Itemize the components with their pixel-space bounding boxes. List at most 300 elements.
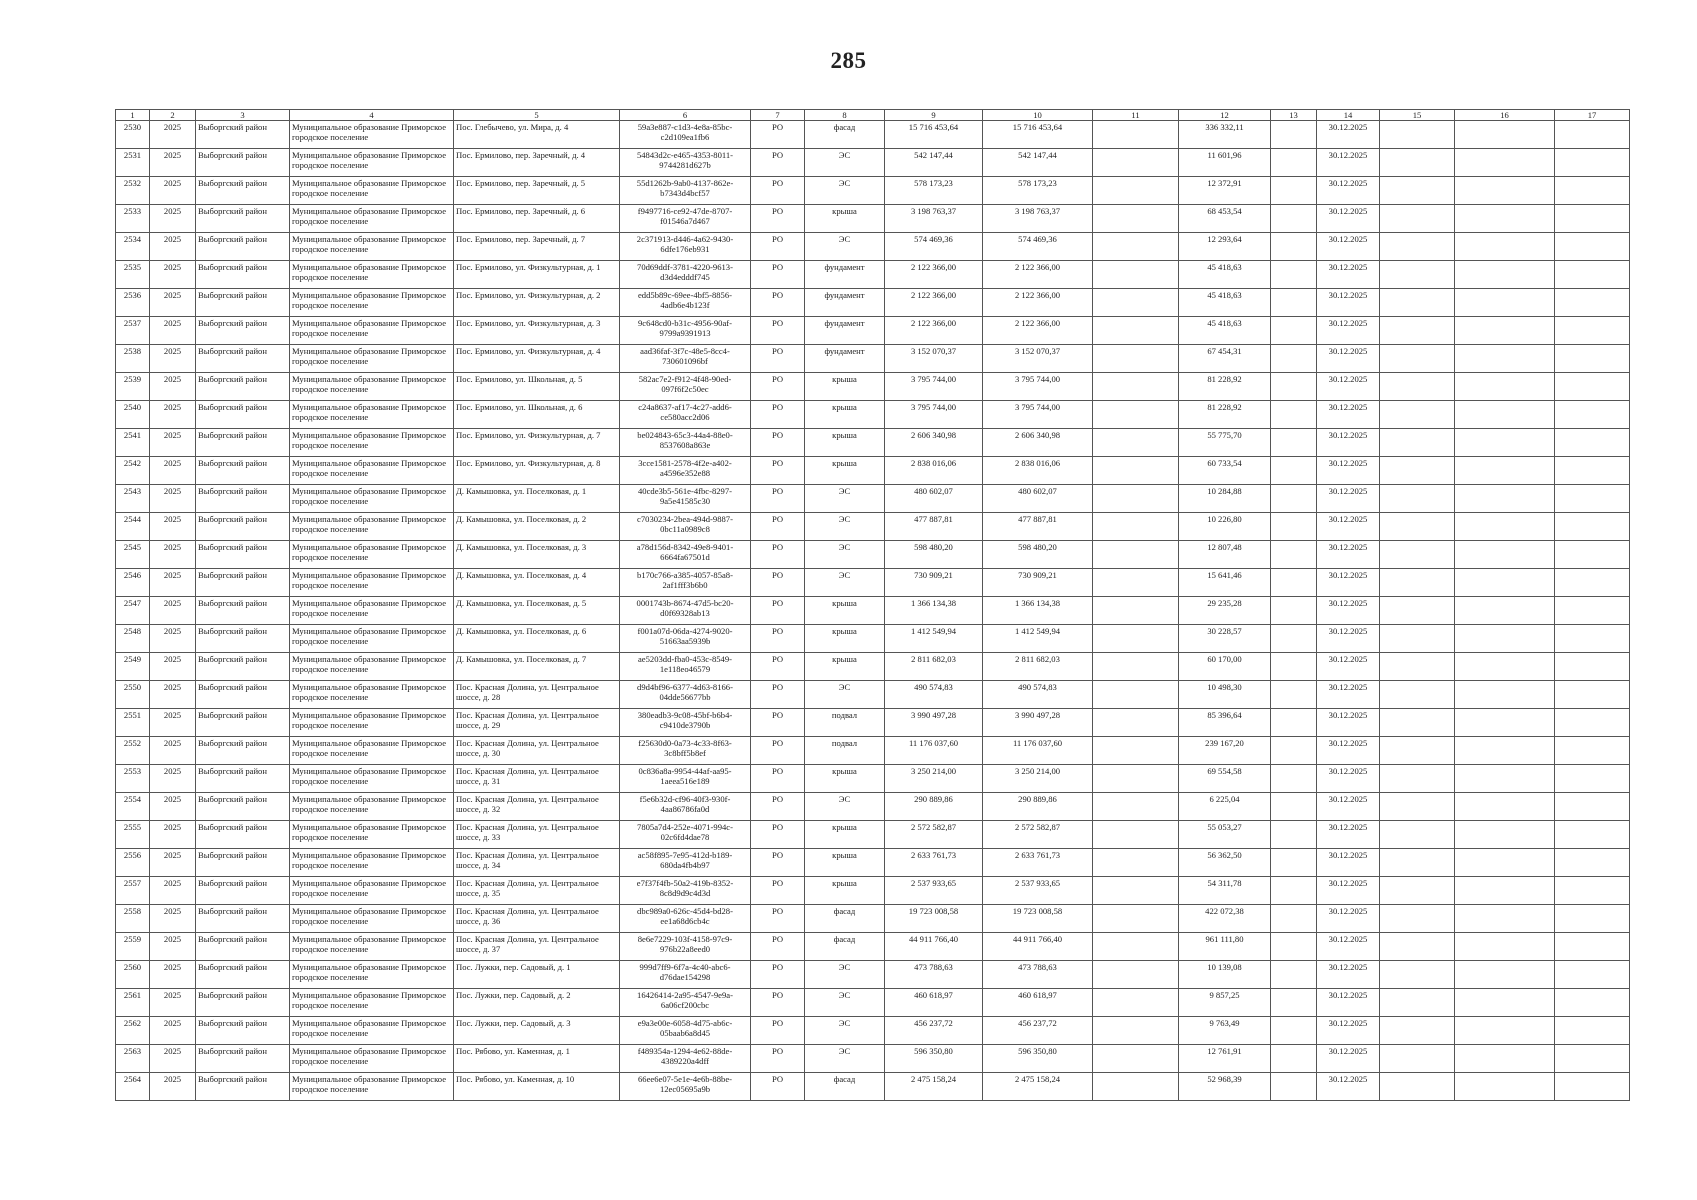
table-row — [116, 205, 1630, 233]
cell-address: Пос. Рябово, ул. Каменная, д. 10 — [454, 1073, 620, 1101]
cell-cost-fund: 3 795 744,00 — [983, 373, 1093, 401]
cell-cost-total: 598 480,20 — [885, 541, 983, 569]
cell-col-11 — [1093, 765, 1179, 793]
cell-col-17 — [1555, 233, 1630, 261]
cell-work-type: ЭС — [805, 961, 885, 989]
cell-guid: a78d156d-8342-49e8-9401-6664fa67501d — [620, 541, 751, 569]
cell-row-number: 2560 — [116, 961, 150, 989]
cell-cost-total: 460 618,97 — [885, 989, 983, 1017]
cell-completion-date: 30.12.2025 — [1317, 597, 1380, 625]
cell-district: Выборгский район — [196, 317, 290, 345]
cell-col-16 — [1455, 625, 1555, 653]
cell-cost-control: 9 857,25 — [1179, 989, 1271, 1017]
cell-cost-control: 12 807,48 — [1179, 541, 1271, 569]
cell-district: Выборгский район — [196, 709, 290, 737]
cell-col-13 — [1271, 121, 1317, 149]
cell-work-type: ЭС — [805, 149, 885, 177]
cell-address: Пос. Ермилово, пер. Заречный, д. 5 — [454, 177, 620, 205]
cell-cost-fund: 2 122 366,00 — [983, 289, 1093, 317]
cell-work-type: ЭС — [805, 793, 885, 821]
cell-col-11 — [1093, 709, 1179, 737]
cell-address: Д. Камышовка, ул. Поселковая, д. 5 — [454, 597, 620, 625]
cell-cost-fund: 473 788,63 — [983, 961, 1093, 989]
cell-cost-fund: 1 412 549,94 — [983, 625, 1093, 653]
cell-guid: 59a3e887-c1d3-4e8a-85bc-c2d109ea1fb6 — [620, 121, 751, 149]
cell-address: Пос. Ермилово, ул. Школьная, д. 6 — [454, 401, 620, 429]
cell-district: Выборгский район — [196, 737, 290, 765]
cell-completion-date: 30.12.2025 — [1317, 457, 1380, 485]
cell-address: Пос. Ермилово, пер. Заречный, д. 7 — [454, 233, 620, 261]
table-row — [116, 233, 1630, 261]
cell-district: Выборгский район — [196, 261, 290, 289]
column-header: 17 — [1555, 110, 1630, 121]
cell-municipality: Муниципальное образование Приморское городское поселение — [290, 177, 454, 205]
cell-guid: 70d69ddf-3781-4220-9613-d3d4edddf745 — [620, 261, 751, 289]
cell-row-number: 2558 — [116, 905, 150, 933]
cell-col-13 — [1271, 1073, 1317, 1101]
cell-col-17 — [1555, 569, 1630, 597]
cell-work-type: фундамент — [805, 317, 885, 345]
cell-col-11 — [1093, 961, 1179, 989]
cell-municipality: Муниципальное образование Приморское городское поселение — [290, 317, 454, 345]
cell-district: Выборгский район — [196, 1045, 290, 1073]
cell-col-13 — [1271, 373, 1317, 401]
cell-row-number: 2547 — [116, 597, 150, 625]
cell-row-number: 2548 — [116, 625, 150, 653]
cell-col-11 — [1093, 149, 1179, 177]
cell-col-16 — [1455, 1045, 1555, 1073]
cell-program: РО — [751, 261, 805, 289]
cell-address: Пос. Глебычево, ул. Мира, д. 4 — [454, 121, 620, 149]
cell-col-11 — [1093, 485, 1179, 513]
cell-work-type: крыша — [805, 429, 885, 457]
cell-address: Пос. Красная Долина, ул. Центральное шоссе, д. 28 — [454, 681, 620, 709]
cell-guid: e9a3e00e-6058-4d75-ab6c-05baab6a8d45 — [620, 1017, 751, 1045]
cell-row-number: 2530 — [116, 121, 150, 149]
cell-guid: 2c371913-d446-4a62-9430-6dfe176eb931 — [620, 233, 751, 261]
cell-col-16 — [1455, 849, 1555, 877]
cell-cost-fund: 490 574,83 — [983, 681, 1093, 709]
cell-cost-fund: 730 909,21 — [983, 569, 1093, 597]
cell-row-number: 2533 — [116, 205, 150, 233]
cell-year: 2025 — [150, 737, 196, 765]
cell-municipality: Муниципальное образование Приморское городское поселение — [290, 541, 454, 569]
cell-col-13 — [1271, 233, 1317, 261]
cell-year: 2025 — [150, 149, 196, 177]
cell-year: 2025 — [150, 597, 196, 625]
cell-col-15 — [1380, 149, 1455, 177]
cell-col-16 — [1455, 177, 1555, 205]
cell-cost-control: 336 332,11 — [1179, 121, 1271, 149]
cell-completion-date: 30.12.2025 — [1317, 289, 1380, 317]
cell-address: Пос. Красная Долина, ул. Центральное шоссе, д. 32 — [454, 793, 620, 821]
cell-col-11 — [1093, 1073, 1179, 1101]
cell-municipality: Муниципальное образование Приморское городское поселение — [290, 149, 454, 177]
cell-program: РО — [751, 457, 805, 485]
cell-municipality: Муниципальное образование Приморское городское поселение — [290, 681, 454, 709]
cell-col-11 — [1093, 373, 1179, 401]
cell-work-type: подвал — [805, 737, 885, 765]
cell-address: Пос. Красная Долина, ул. Центральное шоссе, д. 29 — [454, 709, 620, 737]
cell-row-number: 2540 — [116, 401, 150, 429]
table-row — [116, 289, 1630, 317]
table-row — [116, 905, 1630, 933]
cell-cost-fund: 2 122 366,00 — [983, 317, 1093, 345]
cell-col-17 — [1555, 373, 1630, 401]
cell-col-15 — [1380, 849, 1455, 877]
cell-col-17 — [1555, 429, 1630, 457]
cell-cost-fund: 2 811 682,03 — [983, 653, 1093, 681]
cell-cost-fund: 3 990 497,28 — [983, 709, 1093, 737]
cell-col-15 — [1380, 765, 1455, 793]
cell-cost-fund: 15 716 453,64 — [983, 121, 1093, 149]
column-header: 6 — [620, 110, 751, 121]
cell-col-13 — [1271, 261, 1317, 289]
cell-municipality: Муниципальное образование Приморское городское поселение — [290, 345, 454, 373]
cell-col-16 — [1455, 765, 1555, 793]
cell-col-16 — [1455, 1073, 1555, 1101]
cell-guid: 66ee6e07-5e1e-4e6b-88be-12ec05695a9b — [620, 1073, 751, 1101]
cell-work-type: крыша — [805, 205, 885, 233]
cell-guid: 999d7ff9-6f7a-4c40-abc6-d76dae154298 — [620, 961, 751, 989]
cell-year: 2025 — [150, 541, 196, 569]
column-header: 7 — [751, 110, 805, 121]
cell-col-13 — [1271, 541, 1317, 569]
cell-year: 2025 — [150, 345, 196, 373]
cell-work-type: крыша — [805, 373, 885, 401]
cell-address: Пос. Ермилово, ул. Физкультурная, д. 4 — [454, 345, 620, 373]
cell-guid: dbc989a0-626c-45d4-bd28-ee1a68d6cb4c — [620, 905, 751, 933]
cell-row-number: 2535 — [116, 261, 150, 289]
cell-col-16 — [1455, 793, 1555, 821]
cell-year: 2025 — [150, 457, 196, 485]
cell-cost-total: 2 122 366,00 — [885, 261, 983, 289]
cell-col-16 — [1455, 401, 1555, 429]
cell-municipality: Муниципальное образование Приморское городское поселение — [290, 877, 454, 905]
table-row — [116, 317, 1630, 345]
cell-completion-date: 30.12.2025 — [1317, 513, 1380, 541]
cell-program: РО — [751, 569, 805, 597]
cell-address: Д. Камышовка, ул. Поселковая, д. 4 — [454, 569, 620, 597]
cell-district: Выборгский район — [196, 401, 290, 429]
cell-col-17 — [1555, 513, 1630, 541]
cell-district: Выборгский район — [196, 457, 290, 485]
table-row — [116, 961, 1630, 989]
cell-district: Выборгский район — [196, 541, 290, 569]
cell-guid: e7f37f4fb-50a2-419b-8352-8c8d9d9c4d3d — [620, 877, 751, 905]
cell-col-11 — [1093, 1017, 1179, 1045]
cell-col-16 — [1455, 821, 1555, 849]
cell-col-17 — [1555, 261, 1630, 289]
column-header: 4 — [290, 110, 454, 121]
cell-col-11 — [1093, 457, 1179, 485]
cell-completion-date: 30.12.2025 — [1317, 905, 1380, 933]
cell-work-type: фасад — [805, 905, 885, 933]
table-row — [116, 261, 1630, 289]
cell-cost-fund: 2 537 933,65 — [983, 877, 1093, 905]
cell-work-type: ЭС — [805, 681, 885, 709]
cell-col-16 — [1455, 373, 1555, 401]
cell-program: РО — [751, 233, 805, 261]
cell-col-13 — [1271, 569, 1317, 597]
cell-cost-control: 10 284,88 — [1179, 485, 1271, 513]
cell-program: РО — [751, 1017, 805, 1045]
cell-cost-total: 2 606 340,98 — [885, 429, 983, 457]
cell-col-16 — [1455, 681, 1555, 709]
cell-guid: b170c766-a385-4057-85a8-2af1fff3b6b0 — [620, 569, 751, 597]
cell-col-15 — [1380, 373, 1455, 401]
cell-cost-total: 44 911 766,40 — [885, 933, 983, 961]
cell-municipality: Муниципальное образование Приморское городское поселение — [290, 709, 454, 737]
cell-guid: 3cce1581-2578-4f2e-a402-a4596e352e88 — [620, 457, 751, 485]
cell-col-13 — [1271, 933, 1317, 961]
cell-address: Пос. Красная Долина, ул. Центральное шоссе, д. 36 — [454, 905, 620, 933]
cell-row-number: 2544 — [116, 513, 150, 541]
cell-cost-control: 55 775,70 — [1179, 429, 1271, 457]
cell-col-17 — [1555, 457, 1630, 485]
cell-district: Выборгский район — [196, 905, 290, 933]
cell-address: Пос. Красная Долина, ул. Центральное шоссе, д. 30 — [454, 737, 620, 765]
cell-completion-date: 30.12.2025 — [1317, 485, 1380, 513]
cell-cost-fund: 3 152 070,37 — [983, 345, 1093, 373]
table-row — [116, 541, 1630, 569]
cell-year: 2025 — [150, 1073, 196, 1101]
cell-col-16 — [1455, 289, 1555, 317]
cell-cost-fund: 598 480,20 — [983, 541, 1093, 569]
cell-program: РО — [751, 625, 805, 653]
cell-cost-total: 3 198 763,37 — [885, 205, 983, 233]
cell-work-type: фасад — [805, 121, 885, 149]
cell-completion-date: 30.12.2025 — [1317, 737, 1380, 765]
cell-district: Выборгский район — [196, 429, 290, 457]
table-row — [116, 345, 1630, 373]
cell-col-17 — [1555, 961, 1630, 989]
cell-completion-date: 30.12.2025 — [1317, 765, 1380, 793]
cell-col-16 — [1455, 317, 1555, 345]
cell-col-13 — [1271, 457, 1317, 485]
cell-program: РО — [751, 121, 805, 149]
column-header: 1 — [116, 110, 150, 121]
cell-year: 2025 — [150, 177, 196, 205]
cell-program: РО — [751, 1045, 805, 1073]
cell-col-15 — [1380, 429, 1455, 457]
cell-row-number: 2551 — [116, 709, 150, 737]
cell-col-15 — [1380, 457, 1455, 485]
cell-col-16 — [1455, 653, 1555, 681]
cell-row-number: 2543 — [116, 485, 150, 513]
column-header: 15 — [1380, 110, 1455, 121]
cell-cost-total: 456 237,72 — [885, 1017, 983, 1045]
cell-program: РО — [751, 989, 805, 1017]
cell-col-15 — [1380, 653, 1455, 681]
cell-municipality: Муниципальное образование Приморское городское поселение — [290, 1017, 454, 1045]
cell-guid: 0c836a8a-9954-44af-aa95-1aeea516e189 — [620, 765, 751, 793]
cell-guid: 54843d2c-e465-4353-8011-9744281d627b — [620, 149, 751, 177]
cell-year: 2025 — [150, 261, 196, 289]
cell-col-13 — [1271, 625, 1317, 653]
cell-cost-control: 56 362,50 — [1179, 849, 1271, 877]
column-header: 5 — [454, 110, 620, 121]
cell-district: Выборгский район — [196, 177, 290, 205]
cell-col-15 — [1380, 681, 1455, 709]
cell-municipality: Муниципальное образование Приморское городское поселение — [290, 289, 454, 317]
cell-col-13 — [1271, 1017, 1317, 1045]
cell-col-17 — [1555, 401, 1630, 429]
cell-address: Д. Камышовка, ул. Поселковая, д. 3 — [454, 541, 620, 569]
cell-col-11 — [1093, 429, 1179, 457]
cell-program: РО — [751, 177, 805, 205]
cell-municipality: Муниципальное образование Приморское городское поселение — [290, 597, 454, 625]
cell-district: Выборгский район — [196, 1017, 290, 1045]
cell-completion-date: 30.12.2025 — [1317, 681, 1380, 709]
cell-address: Д. Камышовка, ул. Поселковая, д. 1 — [454, 485, 620, 513]
cell-col-13 — [1271, 177, 1317, 205]
cell-cost-control: 10 498,30 — [1179, 681, 1271, 709]
cell-work-type: крыша — [805, 849, 885, 877]
cell-completion-date: 30.12.2025 — [1317, 821, 1380, 849]
cell-col-13 — [1271, 737, 1317, 765]
cell-municipality: Муниципальное образование Приморское городское поселение — [290, 765, 454, 793]
cell-program: РО — [751, 849, 805, 877]
cell-program: РО — [751, 961, 805, 989]
cell-address: Пос. Красная Долина, ул. Центральное шоссе, д. 31 — [454, 765, 620, 793]
cell-year: 2025 — [150, 653, 196, 681]
cell-row-number: 2552 — [116, 737, 150, 765]
cell-cost-control: 81 228,92 — [1179, 401, 1271, 429]
cell-work-type: ЭС — [805, 177, 885, 205]
cell-completion-date: 30.12.2025 — [1317, 121, 1380, 149]
cell-col-17 — [1555, 933, 1630, 961]
cell-year: 2025 — [150, 709, 196, 737]
cell-cost-fund: 11 176 037,60 — [983, 737, 1093, 765]
cell-year: 2025 — [150, 1045, 196, 1073]
cell-col-11 — [1093, 317, 1179, 345]
cell-col-16 — [1455, 457, 1555, 485]
cell-col-11 — [1093, 289, 1179, 317]
cell-col-11 — [1093, 989, 1179, 1017]
cell-col-11 — [1093, 681, 1179, 709]
cell-guid: f9497716-ce92-47de-8707-f01546a7d467 — [620, 205, 751, 233]
cell-cost-control: 239 167,20 — [1179, 737, 1271, 765]
cell-row-number: 2559 — [116, 933, 150, 961]
cell-cost-control: 45 418,63 — [1179, 261, 1271, 289]
cell-municipality: Муниципальное образование Приморское городское поселение — [290, 205, 454, 233]
cell-cost-fund: 3 198 763,37 — [983, 205, 1093, 233]
cell-col-15 — [1380, 569, 1455, 597]
cell-district: Выборгский район — [196, 569, 290, 597]
cell-program: РО — [751, 149, 805, 177]
cell-col-17 — [1555, 1017, 1630, 1045]
cell-district: Выборгский район — [196, 849, 290, 877]
cell-col-17 — [1555, 821, 1630, 849]
cell-cost-control: 9 763,49 — [1179, 1017, 1271, 1045]
cell-guid: 8e6e7229-103f-4158-97c9-976b22a8eed0 — [620, 933, 751, 961]
cell-col-11 — [1093, 233, 1179, 261]
cell-program: РО — [751, 737, 805, 765]
cell-col-11 — [1093, 261, 1179, 289]
table-body — [116, 121, 1630, 1101]
register-table — [115, 109, 1630, 1101]
cell-col-17 — [1555, 1073, 1630, 1101]
cell-cost-total: 2 122 366,00 — [885, 289, 983, 317]
cell-program: РО — [751, 429, 805, 457]
cell-program: РО — [751, 485, 805, 513]
table-row — [116, 177, 1630, 205]
cell-cost-control: 961 111,80 — [1179, 933, 1271, 961]
cell-col-15 — [1380, 345, 1455, 373]
cell-work-type: ЭС — [805, 541, 885, 569]
cell-guid: f5e6b32d-cf96-40f3-930f-4aa86786fa0d — [620, 793, 751, 821]
cell-cost-total: 1 412 549,94 — [885, 625, 983, 653]
cell-year: 2025 — [150, 989, 196, 1017]
table-row — [116, 653, 1630, 681]
cell-col-16 — [1455, 233, 1555, 261]
cell-col-17 — [1555, 289, 1630, 317]
table-row — [116, 1045, 1630, 1073]
cell-district: Выборгский район — [196, 513, 290, 541]
cell-col-11 — [1093, 821, 1179, 849]
cell-col-13 — [1271, 149, 1317, 177]
table-row — [116, 849, 1630, 877]
cell-address: Д. Камышовка, ул. Поселковая, д. 6 — [454, 625, 620, 653]
cell-completion-date: 30.12.2025 — [1317, 849, 1380, 877]
cell-col-13 — [1271, 205, 1317, 233]
cell-year: 2025 — [150, 905, 196, 933]
cell-cost-control: 67 454,31 — [1179, 345, 1271, 373]
cell-program: РО — [751, 821, 805, 849]
cell-completion-date: 30.12.2025 — [1317, 1017, 1380, 1045]
cell-cost-total: 3 152 070,37 — [885, 345, 983, 373]
cell-program: РО — [751, 765, 805, 793]
cell-work-type: ЭС — [805, 485, 885, 513]
column-header: 11 — [1093, 110, 1179, 121]
cell-col-16 — [1455, 989, 1555, 1017]
cell-cost-fund: 480 602,07 — [983, 485, 1093, 513]
cell-completion-date: 30.12.2025 — [1317, 345, 1380, 373]
cell-program: РО — [751, 877, 805, 905]
cell-year: 2025 — [150, 513, 196, 541]
cell-guid: c24a8637-af17-4c27-add6-ce580acc2d06 — [620, 401, 751, 429]
table-row — [116, 401, 1630, 429]
cell-district: Выборгский район — [196, 1073, 290, 1101]
table-row — [116, 765, 1630, 793]
cell-address: Пос. Ермилово, ул. Физкультурная, д. 2 — [454, 289, 620, 317]
cell-cost-total: 2 572 582,87 — [885, 821, 983, 849]
cell-district: Выборгский район — [196, 121, 290, 149]
cell-completion-date: 30.12.2025 — [1317, 373, 1380, 401]
cell-cost-fund: 3 795 744,00 — [983, 401, 1093, 429]
cell-cost-control: 45 418,63 — [1179, 289, 1271, 317]
cell-cost-total: 730 909,21 — [885, 569, 983, 597]
table-row — [116, 1017, 1630, 1045]
cell-cost-control: 12 372,91 — [1179, 177, 1271, 205]
cell-col-15 — [1380, 709, 1455, 737]
cell-municipality: Муниципальное образование Приморское городское поселение — [290, 933, 454, 961]
cell-col-11 — [1093, 625, 1179, 653]
cell-municipality: Муниципальное образование Приморское городское поселение — [290, 429, 454, 457]
cell-cost-total: 596 350,80 — [885, 1045, 983, 1073]
cell-row-number: 2549 — [116, 653, 150, 681]
cell-district: Выборгский район — [196, 485, 290, 513]
cell-cost-fund: 44 911 766,40 — [983, 933, 1093, 961]
cell-guid: f001a07d-06da-4274-9020-51663aa5939b — [620, 625, 751, 653]
cell-guid: 16426414-2a95-4547-9e9a-6a06cf200cbc — [620, 989, 751, 1017]
cell-cost-fund: 460 618,97 — [983, 989, 1093, 1017]
cell-completion-date: 30.12.2025 — [1317, 317, 1380, 345]
table-row — [116, 625, 1630, 653]
cell-address: Пос. Ермилово, ул. Физкультурная, д. 8 — [454, 457, 620, 485]
cell-cost-fund: 290 889,86 — [983, 793, 1093, 821]
